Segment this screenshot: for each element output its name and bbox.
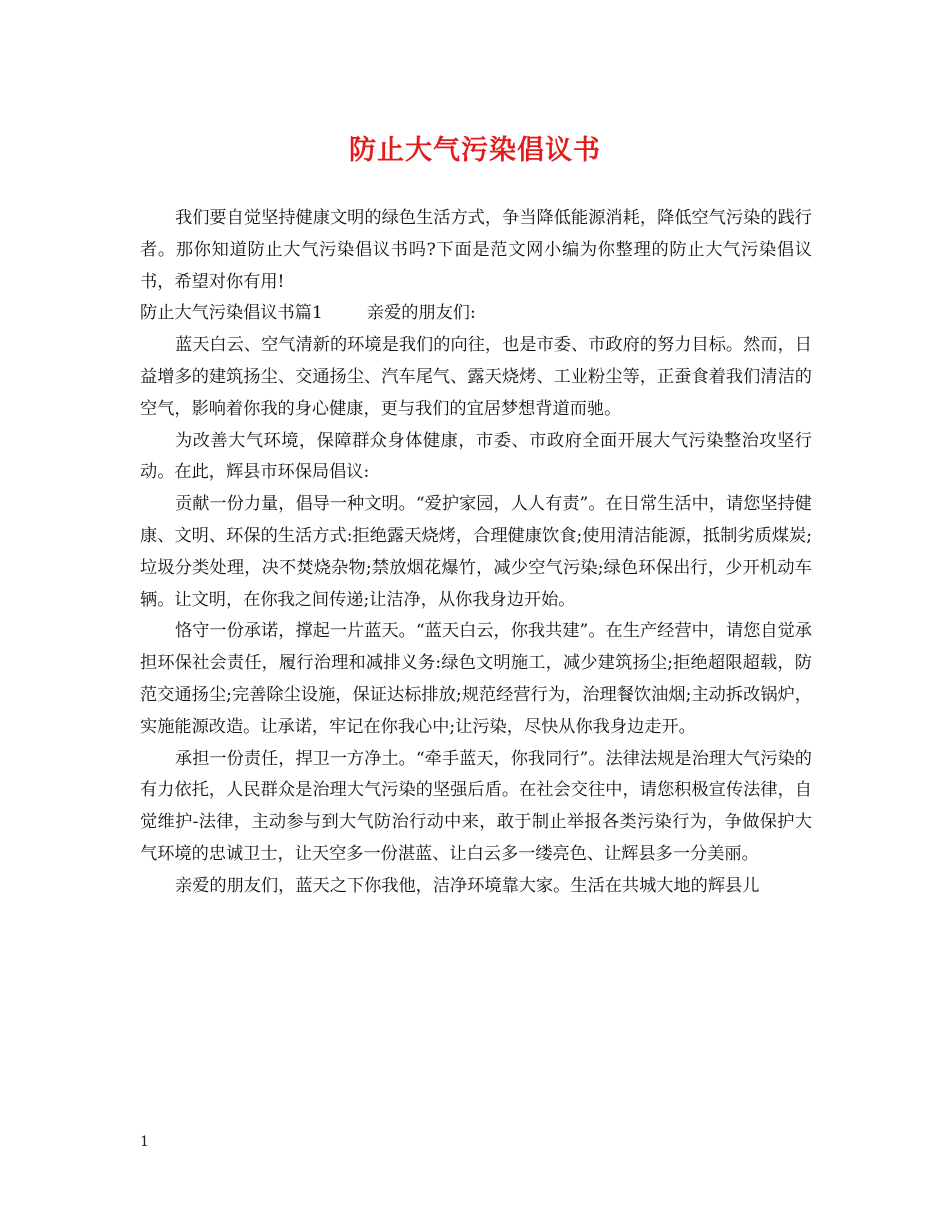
intro-paragraph: 我们要自觉坚持健康文明的绿色生活方式，争当降低能源消耗，降低空气污染的践行者。那你知道防止大气污染倡议书吗?下面是范文网小编为你整理的防止大气污染倡议书，希望对你有用!: [140, 208, 812, 292]
document-title: 防止大气污染倡议书: [349, 135, 601, 166]
body-paragraph-1: 蓝天白云、空气清新的环境是我们的向往，也是市委、市政府的努力目标。然而，日益增多的建筑扬尘、交通扬尘、汽车尾气、露天烧烤、工业粉尘等，正蚕食着我们清洁的空气，影响着你我的身心健康，更与我们的宜居梦想背道而驰。: [140, 335, 812, 419]
salutation: 亲爱的朋友们:: [366, 303, 476, 324]
body-paragraph-4: 恪守一份承诺，撑起一片蓝天。“蓝天白云，你我共建”。在生产经营中，请您自觉承担环保社会责任，履行治理和减排义务:绿色文明施工，减少建筑扬尘;拒绝超限超载，防范交通扬尘;完善除尘设施，保证达标排放;规范经营行为，治理餐饮油烟;主动拆改锅炉，实施能源改造。让承诺，牢记在你我心中;让污染，尽快从你我身边走开。: [140, 621, 812, 737]
body-paragraph-3: 贡献一份力量，倡导一种文明。“爱护家园，人人有责”。在日常生活中，请您坚持健康、文明、环保的生活方式:拒绝露天烧烤，合理健康饮食;使用清洁能源，抵制劣质煤炭;垃圾分类处理，决不焚烧杂物;禁放烟花爆竹，减少空气污染;绿色环保出行，少开机动车辆。让文明，在你我之间传递;让洁净，从你我身边开始。: [140, 494, 812, 610]
body-paragraph-5: 承担一份责任，捍卫一方净土。“牵手蓝天，你我同行”。法律法规是治理大气污染的有力依托，人民群众是治理大气污染的坚强后盾。在社会交往中，请您积极宣传法律，自觉维护-法律，主动参与到大气防治行动中来，敢于制止举报各类污染行为，争做保护大气环境的忠诚卫士，让天空多一份湛蓝、让白云多一缕亮色、让辉县多一分美丽。: [140, 748, 812, 864]
body-paragraph-6: 亲爱的朋友们，蓝天之下你我他，洁净环境靠大家。生活在共城大地的辉县儿: [175, 875, 760, 896]
body-paragraph-2: 为改善大气环境，保障群众身体健康，市委、市政府全面开展大气污染整治攻坚行动。在此，辉县市环保局倡议:: [140, 430, 812, 483]
section-heading-line: [140, 298, 812, 330]
page-number: 1: [140, 1134, 149, 1150]
document-body: [140, 203, 812, 903]
section-heading: 防止大气污染倡议书篇1: [140, 303, 323, 324]
